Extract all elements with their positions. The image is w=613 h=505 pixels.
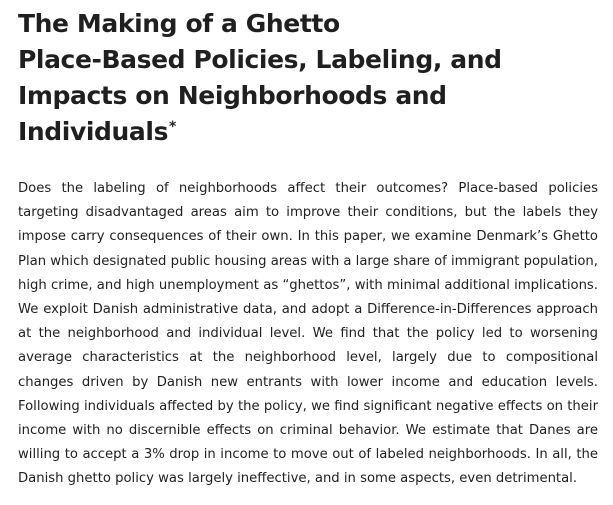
title-line-2: Place-Based Policies, Labeling, and <box>18 45 502 74</box>
abstract-paragraph: Does the labeling of neighborhoods affect their outcomes? Place-based policies targeting disadvantaged areas aim to improve their conditions, but the labels they impose carry consequences of their own. In this paper, we examine Denmark’s Ghetto Plan which designated public housing areas with a large share of immigrant population, high crime, and high unemployment as “ghettos”, with minimal additional implications. We exploit Danish administrative data, and adopt a Difference-in-Differences approach at the neighborhood and individual level. We find that the policy led to worsening average characteristics at the neighborhood level, largely due to compositional changes driven by Danish new entrants with lower income and education levels. Following individuals affected by the policy, we find significant negative effects on their income with no discernible effects on criminal behavior. We estimate that Danes are willing to accept a 3% drop in income to move out of labeled neighborhoods. In all, the Danish ghetto policy was largely ineffective, and in some aspects, even detrimental. <box>18 181 598 487</box>
paper-title <box>18 6 598 150</box>
title-line-4 <box>18 114 598 150</box>
title-footnote-marker[interactable]: * <box>169 118 176 135</box>
paper-page <box>18 6 598 505</box>
title-line-4-text: Individuals <box>18 117 169 146</box>
title-line-3: Impacts on Neighborhoods and <box>18 81 447 110</box>
title-line-1: The Making of a Ghetto <box>18 9 340 38</box>
